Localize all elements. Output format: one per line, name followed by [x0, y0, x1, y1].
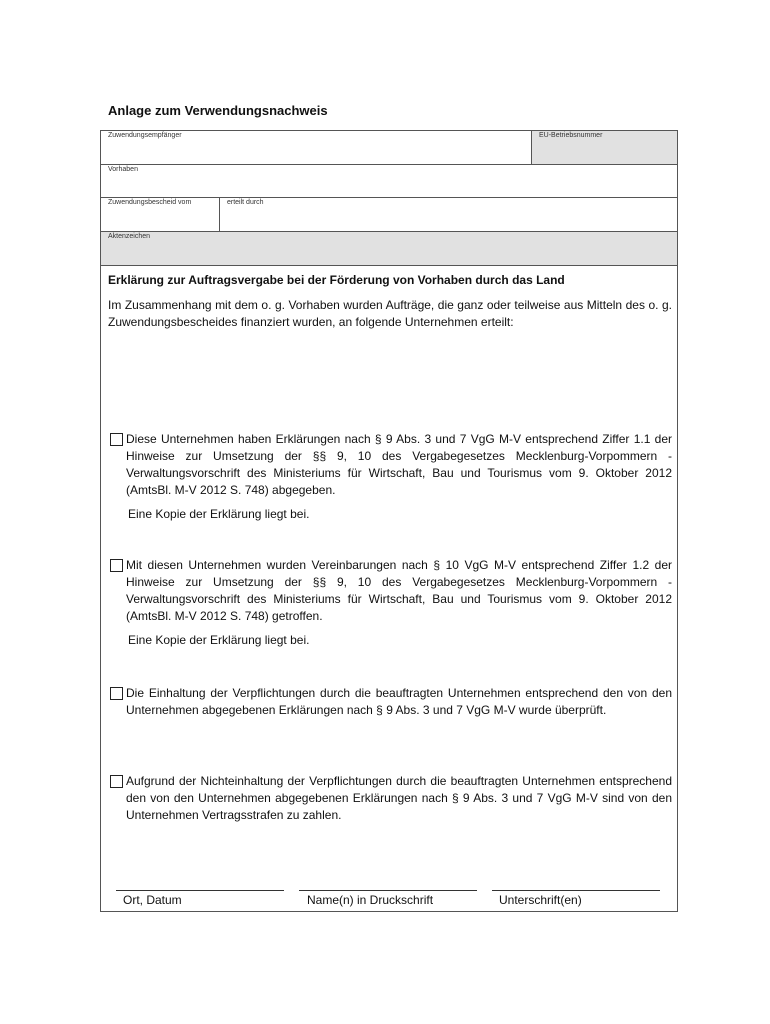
option-declarations-submitted — [108, 431, 672, 499]
file-number-label: Aktenzeichen — [108, 233, 151, 240]
form-frame — [100, 130, 678, 912]
option-text: Mit diesen Unternehmen wurden Vereinbarungen nach § 10 VgG M-V entsprechend Ziffer 1.2 der Hinweise zur Umsetzung der §§ 9, 10 des Vergabegesetzes Mecklenburg-Vorpommern - Verwaltungsvorschrift des Ministeriums für Wirtschaft, Bau und Tourismus vom 9. Oktober 2012 (AmtsBl. M-V 2012 S. 748) getroffen. — [126, 558, 672, 623]
option-text: Aufgrund der Nichteinhaltung der Verpflichtungen durch die beauftragten Unternehmen entsprechend den von den Unternehmen abgegebenen Erklärungen nach § 9 Abs. 3 und 7 VgG M-V sind von den Unternehmen Vertragsstrafen zu zahlen. — [126, 774, 672, 822]
issued-by-field[interactable] — [220, 198, 677, 231]
checkbox-declarations-submitted[interactable] — [110, 433, 123, 446]
checkbox-contract-penalties[interactable] — [110, 775, 123, 788]
eu-number-label: EU-Betriebsnummer — [539, 132, 603, 139]
project-field[interactable] — [101, 165, 677, 198]
option-text: Diese Unternehmen haben Erklärungen nach § 9 Abs. 3 und 7 VgG M-V entsprechend Ziffer 1.1 der Hinweise zur Umsetzung der §§ 9, 10 des Vergabegesetzes Mecklenburg-Vorpommern - Verwaltungsvorschrift des Ministeriums für Wirtschaft, Bau und Tourismus vom 9. Oktober 2012 (AmtsBl. M-V 2012 S. 748) abgegeben. — [126, 432, 672, 497]
checkbox-compliance-checked[interactable] — [110, 687, 123, 700]
copy-attached-note: Eine Kopie der Erklärung liegt bei. — [128, 633, 310, 647]
option-compliance-checked — [108, 685, 672, 719]
place-date-label: Ort, Datum — [123, 893, 182, 907]
project-label: Vorhaben — [108, 166, 138, 173]
checkbox-agreements-made[interactable] — [110, 559, 123, 572]
signature-label: Unterschrift(en) — [499, 893, 582, 907]
copy-attached-note: Eine Kopie der Erklärung liegt bei. — [128, 507, 310, 521]
issued-by-label: erteilt durch — [227, 199, 264, 206]
option-contract-penalties — [108, 773, 672, 824]
notice-row — [101, 198, 677, 232]
eu-number-field[interactable] — [532, 131, 677, 164]
file-number-field[interactable] — [101, 232, 677, 266]
names-line[interactable] — [299, 890, 477, 891]
recipient-field[interactable] — [101, 131, 532, 164]
recipient-label: Zuwendungsempfänger — [108, 132, 182, 139]
declaration-heading: Erklärung zur Auftragsvergabe bei der Förderung von Vorhaben durch das Land — [108, 273, 565, 287]
place-date-line[interactable] — [116, 890, 284, 891]
names-label: Name(n) in Druckschrift — [307, 893, 434, 907]
option-text: Die Einhaltung der Verpflichtungen durch die beauftragten Unternehmen entsprechend den von den Unternehmen abgegebenen Erklärungen nach § 9 Abs. 3 und 7 VgG M-V wurde überprüft. — [126, 686, 672, 717]
option-agreements-made — [108, 557, 672, 625]
document-title: Anlage zum Verwendungsnachweis — [108, 103, 328, 118]
recipient-row — [101, 131, 677, 165]
notice-date-field[interactable] — [101, 198, 220, 231]
declaration-intro: Im Zusammenhang mit dem o. g. Vorhaben wurden Aufträge, die ganz oder teilweise aus Mitteln des o. g. Zuwendungsbescheides finanziert wurden, an folgende Unternehmen erteilt: — [108, 298, 672, 329]
notice-date-label: Zuwendungsbescheid vom — [108, 199, 192, 206]
signature-line[interactable] — [492, 890, 660, 891]
